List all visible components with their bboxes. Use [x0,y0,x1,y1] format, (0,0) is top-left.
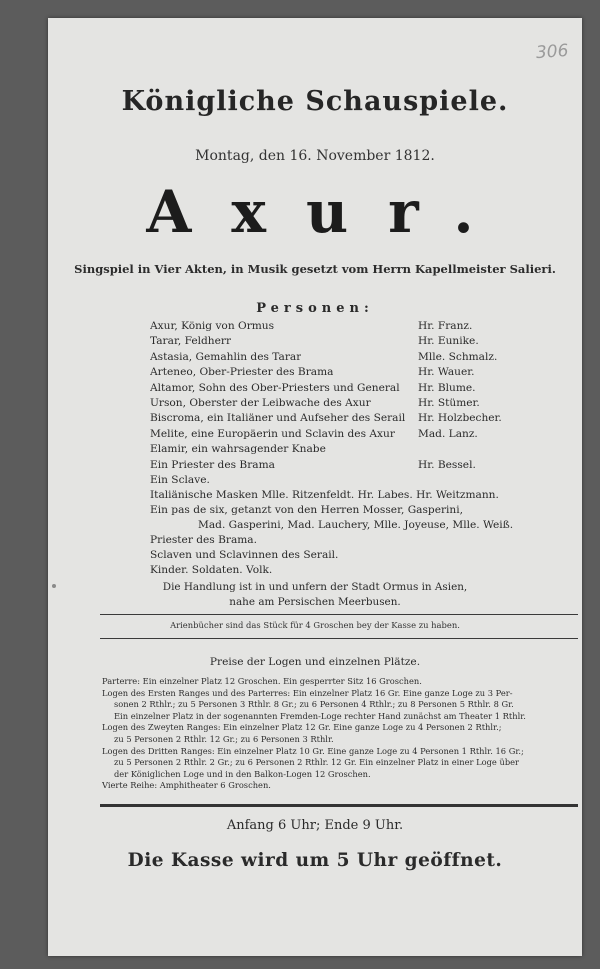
price-line: Ein einzelner Platz in der sogenannten Fremden-Loge rechter Hand zunächst am Theater 1 Rthlr. [114,710,526,721]
cast-row [150,319,510,334]
price-line: sonen 2 Rthlr.; zu 5 Personen 3 Rthlr. 8 Gr.; zu 6 Personen 4 Rthlr.; zu 8 Personen 5 Rthlr. 8 Gr. [114,699,514,710]
masken-line: Italiänische Masken Mlle. Ritzenfeldt. Hr. Labes. Hr. Weitzmann. [150,489,499,501]
cast-actor: Mlle. Schmalz. [418,350,498,363]
cast-role: Melite, eine Europäerin und Sclavin des Axur [150,427,395,440]
cast-actor: Hr. Franz. [418,320,473,332]
prices-list [102,676,574,792]
pas-de-six-line-2: Mad. Gasperini, Mad. Lauchery, Mlle. Joyeuse, Mlle. Weiß. [198,519,514,531]
divider-thick [100,804,578,807]
cast-role: Axur, König von Ormus [150,320,275,332]
cast-role: Urson, Oberster der Leibwache des Axur [150,397,371,410]
cast-actor [418,442,510,457]
cast-actor: Mad. Lanz. [418,427,478,440]
cast-actor [418,473,510,488]
paper-spot [52,584,56,588]
price-line: Vierte Reihe: Amphitheater 6 Groschen. [102,780,271,791]
cast-actor: Hr. Eunike. [418,335,479,348]
price-line: zu 5 Personen 2 Rthlr. 2 Gr.; zu 6 Personen 2 Rthlr. 12 Gr. Ein einzelner Platz in einer Loge über [114,757,520,768]
price-line: zu 5 Personen 2 Rthlr. 12 Gr.; zu 6 Personen 3 Rthlr. [114,733,334,744]
price-line: Logen des Zweyten Ranges: Ein einzelner Platz 12 Gr. Eine ganze Loge zu 4 Personen 2 Rthlr.; [102,722,502,733]
sclaven-line: Sclaven und Sclavinnen des Serail. [150,549,339,561]
cast-row [150,473,510,488]
divider [100,614,578,615]
personen-heading: Personen: [256,301,374,316]
kinder-line: Kinder. Soldaten. Volk. [150,564,273,576]
cast-role: Astasia, Gemahlin des Tarar [150,350,302,363]
time-line: Anfang 6 Uhr; Ende 9 Uhr. [226,818,404,833]
play-subtitle: Singspiel in Vier Akten, in Musik gesetzt vom Herrn Kapellmeister Salieri. [74,262,556,276]
theatre-header: Königliche Schauspiele. [121,86,509,117]
cast-role: Altamor, Sohn des Ober-Priesters und General [150,381,400,394]
cast-role: Ein Sclave. [150,474,210,487]
cast-actor: Hr. Holzbecher. [418,412,502,425]
cast-list [150,319,510,488]
archive-number: 306 [534,40,569,64]
play-title: Axur. [146,178,514,246]
cast-actor: Hr. Stümer. [418,397,480,410]
cast-row [150,396,510,411]
cast-role: Elamir, ein wahrsagender Knabe [150,443,326,456]
playbill-sheet [48,18,582,956]
kasse-line: Die Kasse wird um 5 Uhr geöffnet. [127,850,503,871]
pas-de-six-line-1: Ein pas de six, getanzt von den Herren Mosser, Gasperini, [150,504,464,516]
price-line: Logen des Ersten Ranges und des Parterres: Ein einzelner Platz 16 Gr. Eine ganze Loge zu 3 Per- [102,687,513,698]
cast-row [150,381,510,396]
price-line: der Königlichen Loge und in den Balkon-Logen 12 Groschen. [114,768,371,779]
price-line: Logen des Dritten Ranges: Ein einzelner Platz 10 Gr. Eine ganze Loge zu 4 Personen 1 Rthlr. 16 Gr.; [102,745,524,756]
cast-row [150,411,510,426]
cast-row [150,427,510,442]
prices-title: Preise der Logen und einzelnen Plätze. [209,656,421,668]
cast-row [150,442,510,457]
libretto-note: Arienbücher sind das Stück für 4 Groschen bey der Kasse zu haben. [170,620,460,630]
plot-line-2: nahe am Persischen Meerbusen. [229,596,401,608]
cast-actor: Hr. Wauer. [418,366,475,379]
cast-role: Tarar, Feldherr [150,335,232,348]
cast-row [150,334,510,349]
cast-role: Arteneo, Ober-Priester des Brama [150,366,334,379]
divider [100,638,578,639]
cast-row [150,350,510,365]
cast-role: Biscroma, ein Italiäner und Aufseher des Serail [150,412,406,425]
cast-actor: Hr. Blume. [418,381,476,394]
cast-role: Ein Priester des Brama [150,458,275,471]
price-line: Parterre: Ein einzelner Platz 12 Groschen. Ein gesperrter Sitz 16 Groschen. [102,676,422,686]
cast-actor: Hr. Bessel. [418,458,476,471]
cast-row [150,365,510,380]
cast-row [150,458,510,473]
plot-line-1: Die Handlung ist in und unfern der Stadt Ormus in Asien, [162,581,468,593]
performance-date: Montag, den 16. November 1812. [195,148,435,164]
priester-line: Priester des Brama. [150,534,257,546]
